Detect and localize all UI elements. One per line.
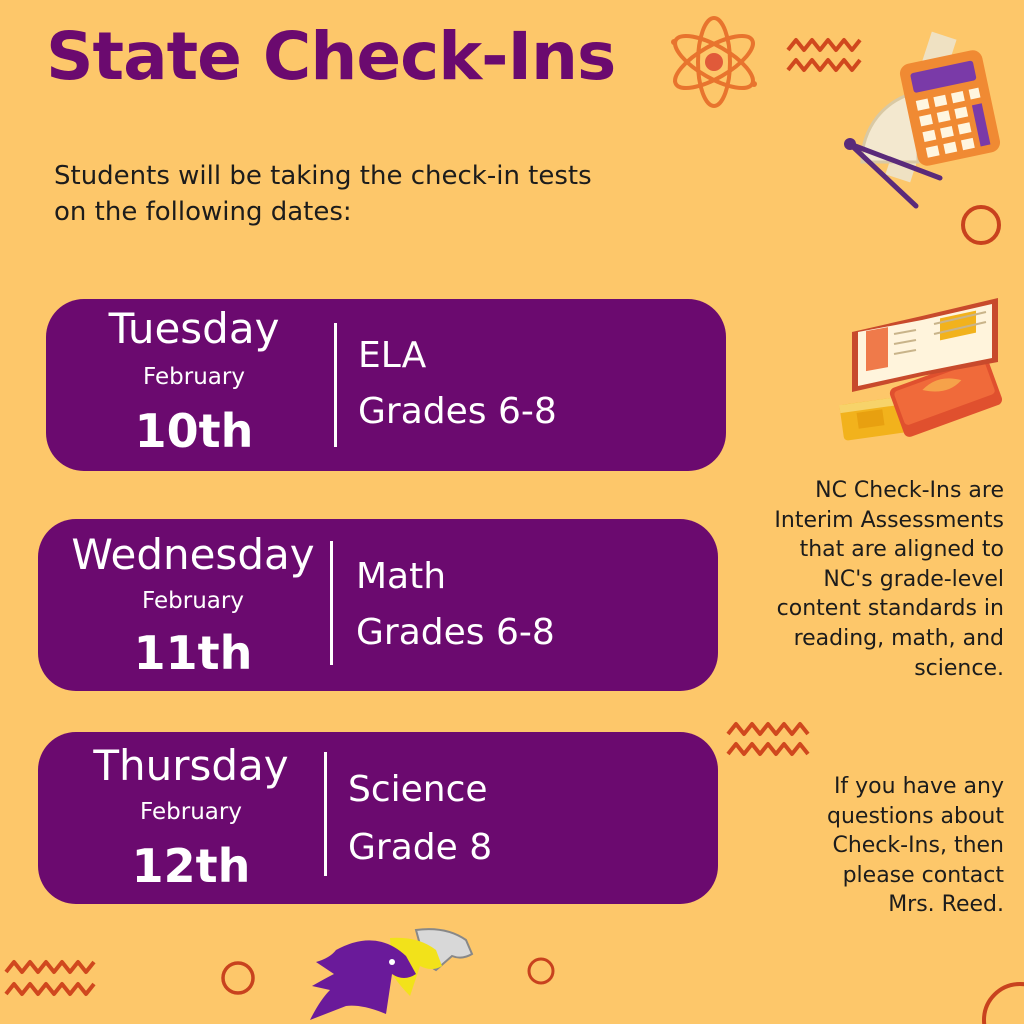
month-label: February: [140, 799, 242, 825]
card-divider: [324, 752, 327, 876]
info-text: [704, 476, 1004, 683]
info-line: content standards in: [776, 596, 1004, 622]
subject-label: Math: [356, 556, 447, 597]
day-number: 12th: [131, 839, 251, 893]
day-number: 11th: [133, 626, 253, 680]
weekday-label: Wednesday: [71, 530, 315, 579]
month-label: February: [142, 588, 244, 614]
info-line: reading, math, and: [793, 625, 1004, 651]
info-line: that are aligned to: [799, 537, 1004, 563]
contact-line: If you have any: [833, 774, 1004, 799]
atom-icon: [664, 12, 764, 112]
circle-icon: [960, 204, 1002, 246]
schedule-card-tuesday: [46, 299, 726, 471]
day-number: 10th: [134, 404, 254, 458]
grade-label: Grades 6-8: [356, 612, 555, 653]
zigzag-icon: [786, 36, 866, 76]
zigzag-icon: [4, 958, 100, 1000]
subject-label: ELA: [358, 335, 427, 376]
info-line: NC's grade-level: [823, 566, 1004, 592]
intro-line-2: on the following dates:: [54, 197, 352, 227]
compass-icon: [842, 136, 946, 210]
weekday-label: Tuesday: [108, 304, 280, 353]
weekday-label: Thursday: [93, 741, 289, 790]
intro-text: [54, 158, 694, 230]
schedule-card-wednesday: [38, 519, 718, 691]
info-line: NC Check-Ins are: [815, 478, 1004, 503]
schedule-card-thursday: [38, 732, 718, 904]
books-icon: [838, 292, 1008, 452]
info-line: science.: [914, 655, 1004, 681]
contact-line: Mrs. Reed.: [888, 892, 1004, 918]
contact-line: Check-Ins, then: [832, 833, 1004, 859]
info-line: Interim Assessments: [774, 507, 1004, 533]
circle-icon: [526, 956, 556, 986]
subject-label: Science: [348, 769, 488, 810]
contact-text: [704, 772, 1004, 920]
card-divider: [330, 541, 333, 665]
circle-icon: [220, 960, 256, 996]
grade-label: Grade 8: [348, 827, 493, 868]
date-block: [104, 299, 284, 471]
date-block: [88, 732, 294, 904]
contact-line: please contact: [842, 862, 1004, 888]
page-title: State Check-Ins: [46, 18, 616, 95]
grade-label: Grades 6-8: [358, 391, 557, 432]
date-block: [64, 519, 322, 691]
zigzag-icon: [726, 720, 816, 760]
circle-icon: [980, 980, 1024, 1024]
intro-line-1: Students will be taking the check-in tests: [54, 161, 592, 191]
card-divider: [334, 323, 337, 447]
contact-line: questions about: [827, 803, 1004, 829]
mustang-mascot-icon: [306, 920, 476, 1024]
month-label: February: [143, 364, 245, 390]
